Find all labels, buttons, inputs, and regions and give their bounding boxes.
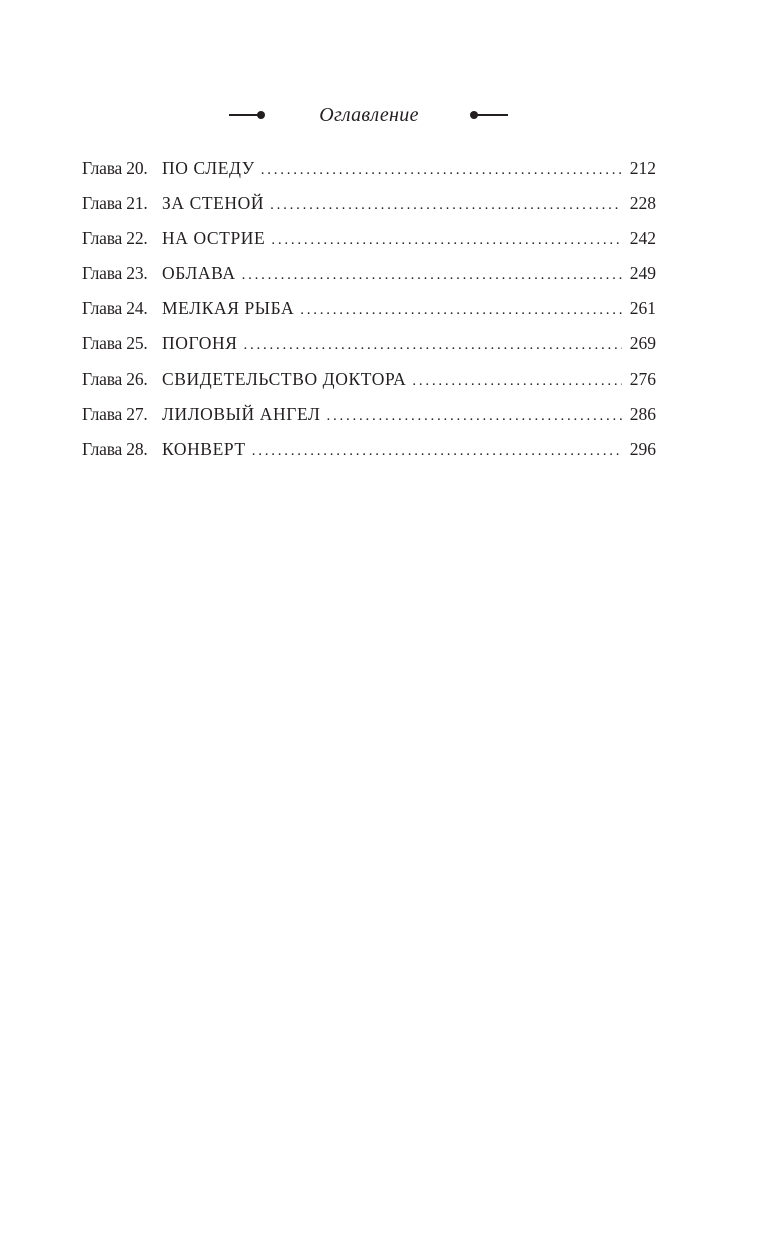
chapter-number: Глава 20.: [82, 158, 148, 178]
dot-leader: [270, 188, 622, 223]
dot-leader: [412, 364, 621, 399]
toc-entry[interactable]: [82, 432, 656, 467]
dot-leader: [244, 328, 622, 363]
page-number: 286: [629, 403, 656, 424]
chapter-title: ОБЛАВА: [162, 263, 236, 284]
page-number: 261: [629, 298, 656, 319]
page-number: 212: [629, 158, 656, 178]
dot-leader: [300, 293, 621, 328]
toc-entry[interactable]: [82, 151, 656, 186]
toc-entry[interactable]: [82, 326, 656, 361]
chapter-number: Глава 26.: [82, 368, 148, 389]
dot-leader: [252, 434, 622, 469]
page-number: 249: [629, 263, 656, 284]
chapter-title: НА ОСТРИЕ: [162, 228, 266, 249]
page-number: 276: [629, 368, 656, 389]
toc-entry[interactable]: [82, 291, 656, 326]
toc-entry[interactable]: [82, 397, 656, 432]
chapter-title: ЛИЛОВЫЙ АНГЕЛ: [162, 403, 321, 424]
chapter-title: ПОГОНЯ: [162, 333, 238, 354]
chapter-title: ПО СЛЕДУ: [162, 158, 255, 178]
chapter-number: Глава 22.: [82, 228, 148, 249]
page-title: Оглавление: [319, 104, 419, 126]
toc-entry[interactable]: [82, 186, 656, 221]
toc-entry[interactable]: [82, 362, 656, 397]
chapter-number: Глава 24.: [82, 298, 148, 319]
toc-entry[interactable]: [82, 256, 656, 291]
table-of-contents: [82, 151, 656, 467]
toc-entry[interactable]: [82, 221, 656, 256]
toc-header: [0, 101, 768, 129]
dot-leader: [261, 153, 622, 188]
chapter-title: СВИДЕТЕЛЬСТВО ДОКТОРА: [162, 368, 407, 389]
ornament-right-line: [476, 114, 508, 116]
dot-leader: [326, 399, 621, 434]
dot-leader: [271, 223, 621, 258]
chapter-number: Глава 21.: [82, 193, 148, 214]
chapter-title: МЕЛКАЯ РЫБА: [162, 298, 295, 319]
chapter-title: ЗА СТЕНОЙ: [162, 193, 265, 214]
page-number: 296: [629, 438, 656, 459]
chapter-number: Глава 25.: [82, 333, 148, 354]
chapter-number: Глава 27.: [82, 403, 148, 424]
chapter-title: КОНВЕРТ: [162, 438, 246, 459]
page-number: 242: [629, 228, 656, 249]
dot-leader: [242, 258, 622, 293]
page-number: 269: [629, 333, 656, 354]
page-number: 228: [629, 193, 656, 214]
chapter-number: Глава 23.: [82, 263, 148, 284]
chapter-number: Глава 28.: [82, 438, 148, 459]
